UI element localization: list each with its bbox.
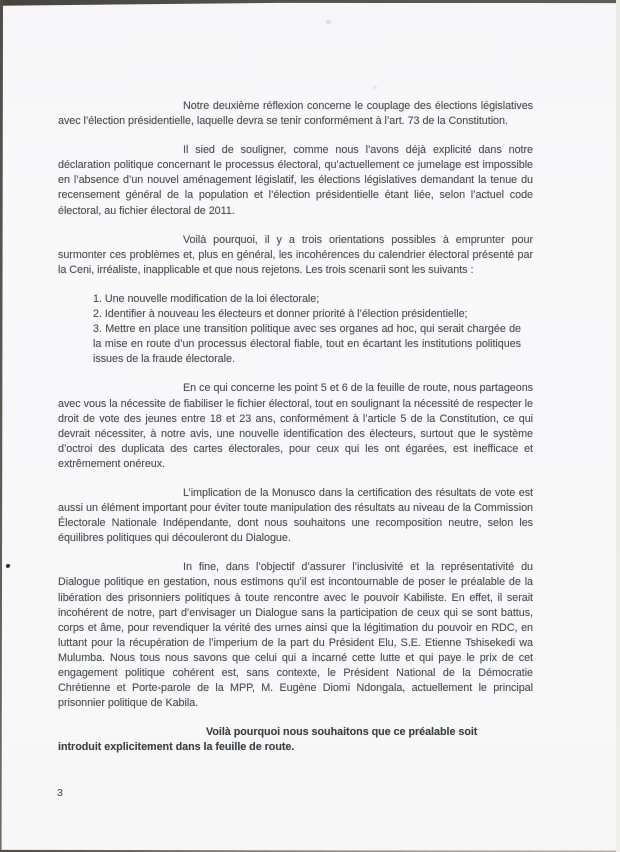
numbered-list	[93, 292, 533, 367]
document-body	[58, 99, 533, 755]
scan-edge-top	[0, 0, 620, 6]
scan-speck	[326, 20, 331, 24]
paragraph-monusco: L’implication de la Monusco dans la certification des résultats de vote est aussi un élément important pour éviter toute manipulation des résultats au niveau de la Commission Électorale Nationale Indépendante, dont nous souhaitons une recomposition neutre, selon les équilibres politiques qui découleront du Dialogue.	[58, 486, 533, 545]
scan-edge-right	[616, 0, 620, 852]
scan-edge-left	[0, 0, 3, 852]
closing-paragraph	[58, 725, 506, 755]
scan-speck	[5, 563, 10, 568]
paragraph-elections-couplage: Notre deuxième réflexion concerne le couplage des élections législatives avec l’élection présidentielle, laquelle devra se tenir conformément à l’art. 73 de la Constitution.	[58, 100, 533, 128]
closing-line-2: introduit explicitement dans la feuille de route.	[58, 741, 295, 754]
paragraph-fichier-electoral: En ce qui concerne les point 5 et 6 de la feuille de route, nous partageons avec vous la nécessite de fiabiliser le fichier électoral, tout en soulignant la nécessité de respecter le droit de vote des jeunes entre 18 et 23 ans, conformément à l’article 5 de la Constitution, ce qui devrait nécessiter, à notre avis, une nouvelle identification des électeurs, surtout que le système d’octroi des duplicata des cartes électorales, pour ceux qui les ont égarées, est inefficace et extrêmement onéreux.	[58, 382, 533, 470]
closing-line-1: Voilà pourquoi nous souhaitons que ce préalable soit	[206, 726, 478, 739]
paragraph-jumelage-impossible: Il sied de souligner, comme nous l’avons déjà explicité dans notre déclaration politique concernant le processus électoral, qu’actuellement ce jumelage est impossible en l’absence d’un nouvel aménagement législatif, les élections législatives demandant la tenue du recensement général de la population et l’élection présidentielle étant liée, selon l’actuel code électoral, au fichier électoral de 2011.	[58, 144, 533, 217]
paragraph-trois-orientations: Voilà pourquoi, il y a trois orientations possibles à emprunter pour surmonter ces problèmes et, plus en général, les incohérences du calendrier électoral présenté par la Ceni, irréaliste, inapplicable et que nous rejetons. Les trois scenarii sont les suivants :	[58, 233, 533, 276]
paragraph-in-fine: In fine, dans l’objectif d’assurer l’inclusivité et la représentativité du Dialogue politique en gestation, nous estimons qu’il est incontournable de poser le préalable de la libération des prisonniers politiques à toute rencontre avec le pouvoir Kabiliste. En effet, il serait incohérent de notre, part d’envisager un Dialogue sans la participation de ceux qui se sont battus, corps et âme, pour revendiquer la vérité des urnes ainsi que la légitimation du pouvoir en RDC, en luttant pour la récupération de l’imperium de la part du Président Elu, S.E. Etienne Tshisekedi wa Mulumba. Nous tous nous savons que celui qui a incarné cette lutte et qui paye le prix de cet engagement politique cohérent est, sans contexte, le Président National de la Démocratie Chrétienne et Porte-parole de la MPP, M. Eugène Diomi Ndongala, actuellement le principal prisonnier politique de Kabila.	[58, 561, 533, 710]
scan-speck	[373, 86, 377, 89]
list-item-3: 3. Mettre en place une transition politique avec ses organes ad hoc, qui serait chargée de la mise en route d’un processus électoral fiable, tout en écartant les institutions politiques issues de la fraude électorale.	[93, 323, 521, 366]
list-item-2: 2. Identifier à nouveau les électeurs et donner priorité à l’élection présidentielle;	[93, 308, 468, 321]
page-number: 3	[57, 787, 63, 799]
list-item-1: 1. Une nouvelle modification de la loi électorale;	[93, 292, 320, 305]
